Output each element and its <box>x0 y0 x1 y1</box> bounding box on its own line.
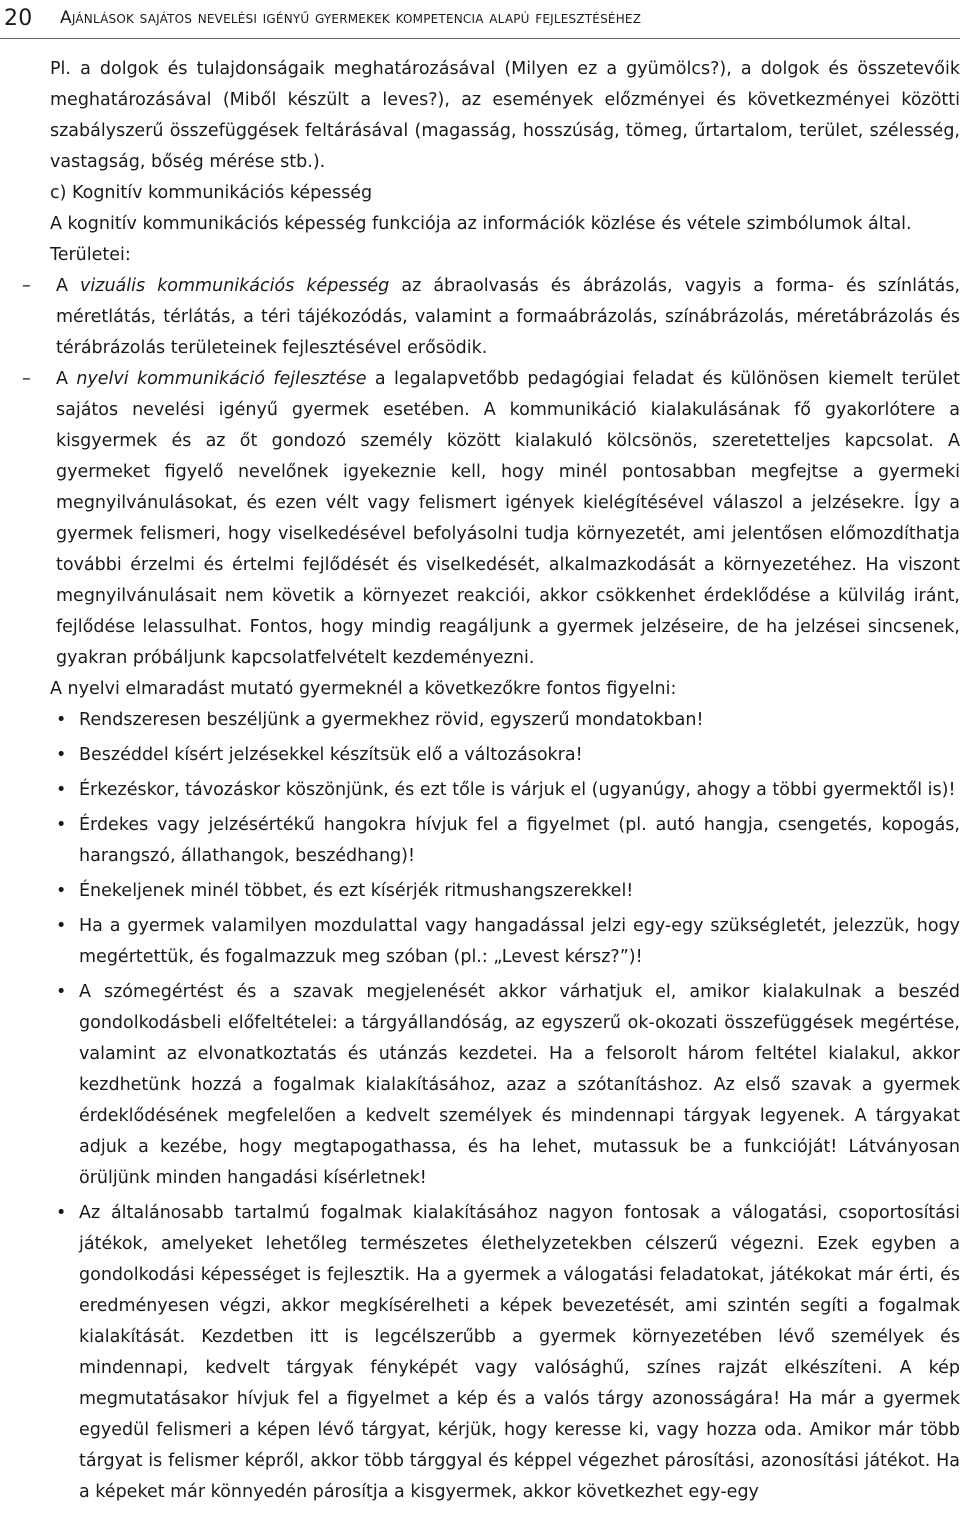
bullet-icon: • <box>56 710 67 730</box>
list-item <box>50 740 960 771</box>
list-item <box>50 705 960 736</box>
page-header <box>0 0 960 39</box>
bullet-icon: • <box>56 982 67 1002</box>
dash-emphasis: nyelvi kommunikáció fejlesztése <box>76 369 367 389</box>
list-item-text: Az általánosabb tartalmú fogalmak kialakításához nagyon fontosak a válogatási, csoportosítási játékok, amelyeket lehetőleg természetes élethelyzetekben célszerű végezni. Ezek egyben a gondolkodási képességet is fejlesztik. Ha a gyermek a válogatási feladatokat, játékokat már érti, és eredményesen végzi, akkor megkísérelheti a képek bevezetését, ami szintén segíti a fogalmak kialakítását. Kezdetben itt is legcélszerűbb a gyermek környezetében lévő személyek és mindennapi, kedvelt tárgyak fényképét vagy valósághű, színes rajzát elkészíteni. A kép megmutatásakor hívjuk fel a figyelmet a kép és a valós tárgy azonosságára! Ha már a gyermek egyedül felismeri a képen lévő tárgyat, kérjük, hogy keresse ki, vagy hozza oda. Amikor már több tárgyat is felismer képről, akkor több tárggyal és képpel végezhet párosítási, azonosítási játékot. Ha a képeket már könnyedén párosítja a kisgyermek, akkor következhet egy-egy <box>79 1203 960 1502</box>
bullet-icon: • <box>56 780 67 800</box>
list-item-text: Rendszeresen beszéljünk a gyermekhez rövid, egyszerű mondatokban! <box>79 710 704 730</box>
list-item <box>50 775 960 806</box>
list-item <box>50 810 960 872</box>
intro-paragraph: Pl. a dolgok és tulajdonságaik meghatározásával (Milyen ez a gyümölcs?), a dolgok és összetevőik meghatározásával (Miből készült a leves?), az események előzményei és következményei közötti szabályszerű összefüggések feltárásával (magasság, hosszúság, tömeg, űrtartalom, terület, szélesség, vastagság, bőség mérése stb.). <box>50 59 960 172</box>
list-item-text: Érdekes vagy jelzésértékű hangokra hívjuk fel a figyelmet (pl. autó hangja, csengetés, kopogás, harangszó, állathangok, beszédhang)! <box>79 815 960 866</box>
page-body <box>22 54 960 1512</box>
list-item-text: Énekeljenek minél többet, és ezt kísérjék ritmushangszerekkel! <box>79 881 634 901</box>
bullet-icon: • <box>56 1203 67 1223</box>
page-number: 20 <box>4 6 33 31</box>
bullet-icon: • <box>56 745 67 765</box>
list-intro: A nyelvi elmaradást mutató gyermeknél a következőkre fontos figyelni: <box>50 679 677 699</box>
dash-text: A <box>56 276 81 296</box>
running-title: Ajánlások sajátos nevelési igényű gyermekek kompetencia alapú fejlesztéséhez <box>60 8 642 28</box>
bullet-icon: • <box>56 815 67 835</box>
list-item <box>50 1198 960 1508</box>
section-heading-c: c) Kognitív kommunikációs képesség <box>50 183 373 203</box>
dash-text: A <box>56 369 77 389</box>
list-item <box>50 876 960 907</box>
list-item <box>50 911 960 973</box>
dash-marker: – <box>22 276 31 296</box>
list-item-text: Ha a gyermek valamilyen mozdulattal vagy hangadással jelzi egy-egy szükségletét, jelezzük, hogy megértettük, és fogalmazzuk meg szóban (pl.: „Levest kérsz?”)! <box>79 916 960 967</box>
dash-item-visual <box>22 271 960 364</box>
bullet-icon: • <box>56 881 67 901</box>
bullet-icon: • <box>56 916 67 936</box>
list-item-text: Érkezéskor, távozáskor köszönjünk, és ezt tőle is várjuk el (ugyanúgy, ahogy a többi gyermektől is)! <box>79 780 956 800</box>
dash-text: a legalapvetőbb pedagógiai feladat és különösen kiemelt terület sajátos nevelési igényű gyermek esetében. A kommunikáció kialakulásának fő gyakorlótere a kisgyermek és az őt gondozó személy között kialakuló kölcsönös, szeretetteljes kapcsolat. A gyermeket figyelő nevelőnek igyekeznie kell, hogy minél pontosabban megfejtse a gyermeki megnyilvánulásokat, és ezen vélt vagy felismert igények kielégítésével válaszol a jelzésekre. Így a gyermek felismeri, hogy viselkedésével befolyásolni tudja környezetét, ami jelentősen előmozdíthatja további érzelmi és értelmi fejlődését és viselkedését, alkalmazkodását a környezetéhez. Ha viszont megnyilvánulásait nem követik a környezet reakciói, akkor csökkenhet érdeklődése a külvilág iránt, fejlődése lelassulhat. Fontos, hogy mindig reagáljunk a gyermek jelzéseire, de ha jelzései sincsenek, gyakran próbáljunk kapcsolatfelvételt kezdeményezni. <box>56 369 960 668</box>
bullet-list <box>50 705 960 1508</box>
list-item <box>50 977 960 1194</box>
definition-paragraph: A kognitív kommunikációs képesség funkciója az információk közlése és vétele szimbólumok által. <box>50 214 912 234</box>
dash-text: az ábraolvasás és ábrázolás, vagyis a forma- és színlátás, méretlátás, térlátás, a téri tájékozódás, valamint a formaábrázolás, színábrázolás, méretábrázolás és térábrázolás területeinek fejlesztésével erősödik. <box>56 276 960 358</box>
dash-emphasis: vizuális kommunikációs képesség <box>80 276 390 296</box>
areas-label: Területei: <box>50 245 131 265</box>
dash-marker: – <box>22 369 31 389</box>
list-item-text: Beszéddel kísért jelzésekkel készítsük elő a változásokra! <box>79 745 583 765</box>
list-item-text: A szómegértést és a szavak megjelenését akkor várhatjuk el, amikor kialakulnak a beszéd gondolkodásbeli előfeltételei: a tárgyállandóság, az egyszerű ok-okozati összefüggések megértése, valamint az elvonatkoztatás és utánzás kezdetei. Ha a felsorolt három feltétel kialakul, akkor kezdhetünk hozzá a fogalmak kialakításához, azaz a szótanításhoz. Az első szavak a gyermek érdeklődésének megfelelően a kedvelt személyek és mindennapi tárgyak legyenek. A tárgyakat adjuk a kezébe, hogy megtapogathassa, és ha lehet, mutassuk be a funkcióját! Látványosan örüljünk minden hangadási kísérletnek! <box>79 982 960 1188</box>
dash-item-language <box>22 364 960 674</box>
